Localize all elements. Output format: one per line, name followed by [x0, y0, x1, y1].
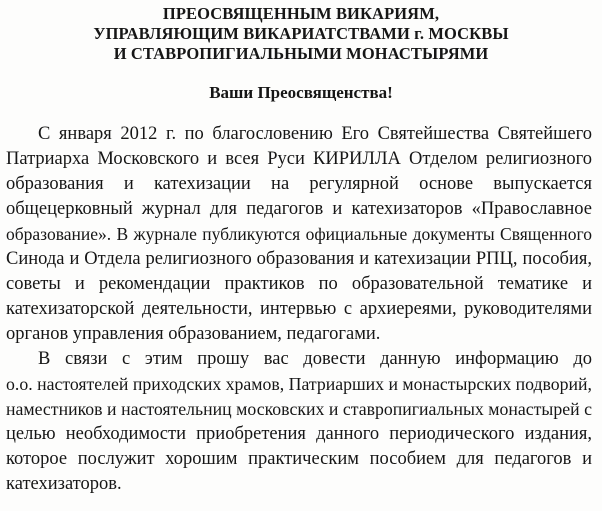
paragraph-1-line: Патриарха Московского и всея Руси КИРИЛЛА Отделом религиозного — [6, 149, 592, 169]
paragraph-2-line: катехизаторов. — [6, 474, 122, 494]
greeting: Ваши Преосвященства! — [209, 83, 393, 102]
address-line-2: УПРАВЛЯЮЩИМ ВИКАРИАТСТВАМИ г. МОСКВЫ — [93, 24, 509, 43]
paragraph-2-line: о.о. настоятелей приходских храмов, Патриарших и монастырских подворий, — [6, 374, 592, 394]
paragraph-2-line: наместников и настоятельниц московских и ставропигиальных монастырей с — [6, 399, 592, 419]
paragraph-2-line: которое послужит хорошим практическим пособием для педагогов и — [6, 449, 592, 469]
paragraph-1-line: Синода и Отдела религиозного образования и катехизации РПЦ, пособия, — [6, 249, 592, 269]
paragraph-1-line: образования и катехизации на регулярной основе выпускается — [6, 174, 592, 194]
address-line-1: ПРЕОСВЯЩЕННЫМ ВИКАРИЯМ, — [162, 4, 440, 23]
paragraph-2-line: В связи с этим прошу вас довести данную информацию до — [38, 349, 592, 369]
paragraph-1-line: общецерковный журнал для педагогов и катехизаторов «Православное — [6, 199, 592, 219]
address-line-3: И СТАВРОПИГИАЛЬНЫМИ МОНАСТЫРЯМИ — [113, 44, 489, 63]
paragraph-1-line: органов управления образованием, педагогами. — [6, 324, 381, 344]
paragraph-1-line: советы и рекомендации практиков по образовательной тематике и — [6, 274, 592, 294]
paragraph-1-line: С января 2012 г. по благословению Его Святейшества Святейшего — [38, 124, 592, 144]
paragraph-2-line: целью необходимости приобретения данного периодического издания, — [6, 424, 592, 444]
paragraph-1-line: образование». В журнале публикуются официальные документы Священного — [6, 224, 592, 244]
paragraph-1-line: катехизаторской деятельности, интервью с архиереями, руководителями — [6, 299, 592, 319]
